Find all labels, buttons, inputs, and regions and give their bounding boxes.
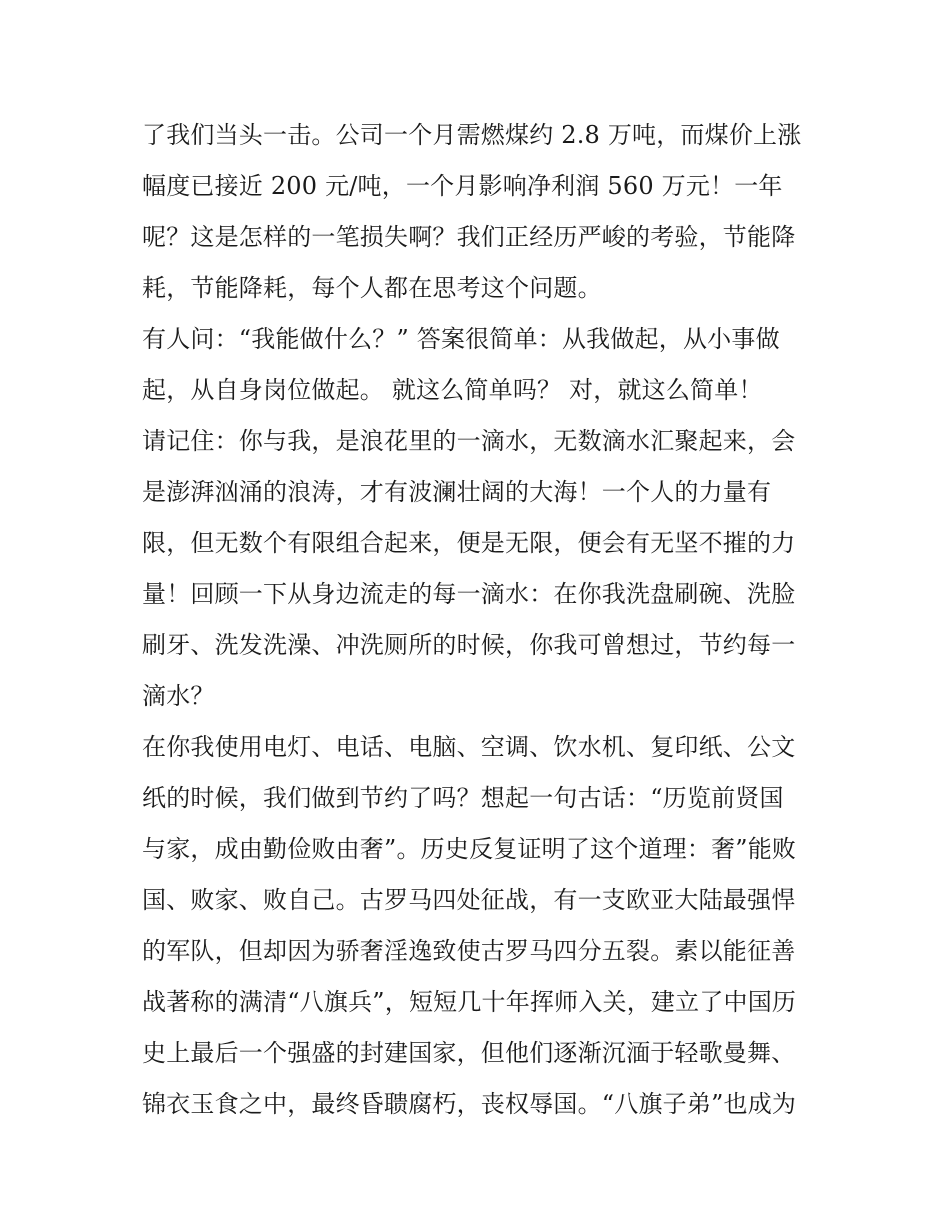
text-line: 限，但无数个有限组合起来，便是无限，便会有无坚不摧的力: [142, 529, 796, 557]
text-line: 耗，节能降耗，每个人都在思考这个问题。: [142, 274, 602, 302]
text-line: 滴水？: [142, 682, 215, 710]
text-line: 与家，成由勤俭败由奢”。历史反复证明了这个道理：奢”能败: [142, 835, 797, 863]
text-line: 请记住：你与我，是浪花里的一滴水，无数滴水汇聚起来，会: [142, 427, 796, 455]
text-line: 史上最后一个强盛的封建国家，但他们逐渐沉湎于轻歌曼舞、: [142, 1039, 796, 1067]
text-line: 国、败家、败自己。古罗马四处征战，有一支欧亚大陆最强悍: [142, 886, 796, 914]
text-line: 起，从自身岗位做起。 就这么简单吗？ 对，就这么简单！: [142, 376, 763, 404]
text-line: 有人问：“我能做什么？” 答案很简单：从我做起，从小事做: [142, 325, 780, 353]
text-line: 战著称的满清“八旗兵”，短短几十年挥师入关，建立了中国历: [142, 988, 797, 1016]
text-line: 在你我使用电灯、电话、电脑、空调、饮水机、复印纸、公文: [142, 733, 796, 761]
text-line: 幅度已接近 200 元/吨，一个月影响净利润 560 万元！一年: [142, 172, 783, 200]
text-line: 呢？这是怎样的一笔损失啊？我们正经历严峻的考验，节能降: [142, 223, 796, 251]
text-line: 是澎湃汹涌的浪涛，才有波澜壮阔的大海！一个人的力量有: [142, 478, 772, 506]
text-line: 量！回顾一下从身边流走的每一滴水：在你我洗盘刷碗、洗脸: [142, 580, 796, 608]
text-line: 锦衣玉食之中，最终昏聩腐朽，丧权辱国。“八旗子弟”也成为: [142, 1090, 797, 1118]
text-line: 了我们当头一击。公司一个月需燃煤约 2.8 万吨，而煤价上涨: [142, 121, 802, 149]
text-line: 的军队，但却因为骄奢淫逸致使古罗马四分五裂。素以能征善: [142, 937, 796, 965]
body-text: [142, 110, 814, 1130]
text-line: 纸的时候，我们做到节约了吗？想起一句古话：“历览前贤国: [142, 784, 784, 812]
text-line: 刷牙、洗发洗澡、冲洗厕所的时候，你我可曾想过，节约每一: [142, 631, 796, 659]
